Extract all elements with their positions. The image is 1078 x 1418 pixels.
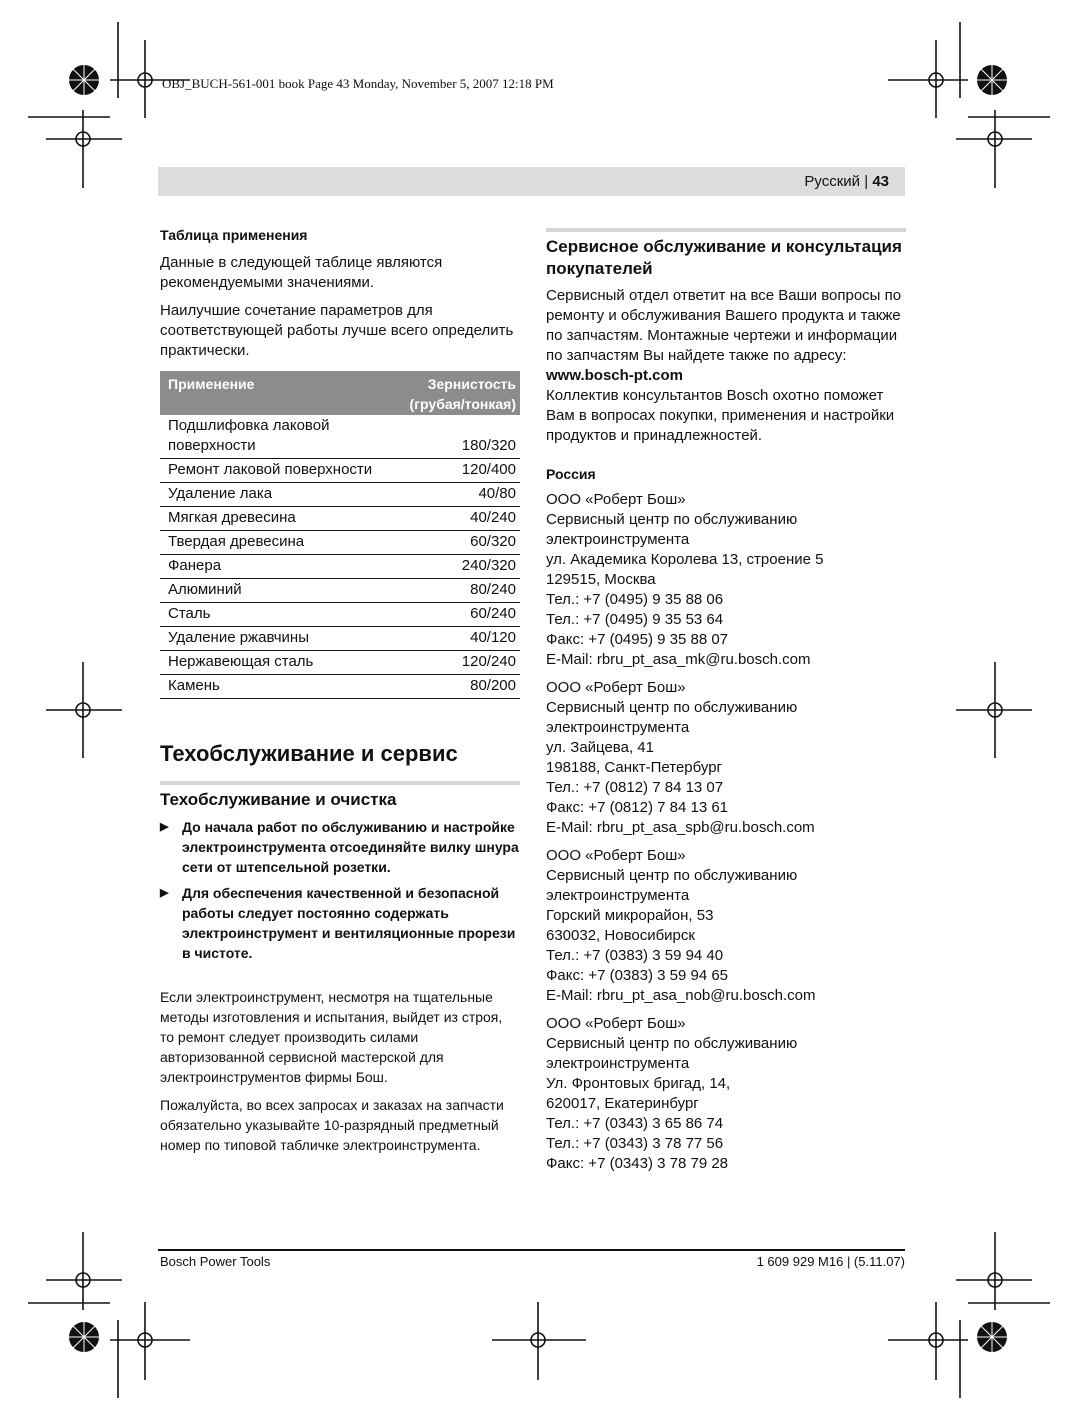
address-center: Сервисный центр по обслуживанию bbox=[546, 699, 798, 716]
bosch-url-link[interactable]: www.bosch-pt.com bbox=[546, 367, 683, 384]
warning-bullet-1 bbox=[160, 817, 520, 877]
address-tel: Тел.: +7 (0343) 3 65 86 74 bbox=[546, 1115, 724, 1132]
table-row bbox=[160, 555, 520, 579]
address-city: 620017, Екатеринбург bbox=[546, 1095, 699, 1112]
print-header: OBJ_BUCH-561-001 book Page 43 Monday, November 5, 2007 12:18 PM bbox=[162, 76, 554, 91]
row-name: Мягкая древесина bbox=[168, 509, 296, 526]
table-header bbox=[160, 371, 520, 415]
address-email[interactable]: E-Mail: rbru_pt_asa_mk@ru.bosch.com bbox=[546, 651, 811, 668]
warning-bullet-2 bbox=[160, 883, 520, 963]
address-tel: Тел.: +7 (0495) 9 35 88 06 bbox=[546, 591, 724, 608]
address-block bbox=[546, 678, 906, 838]
table-row bbox=[160, 651, 520, 675]
section-title: Техобслуживание и сервис bbox=[160, 741, 458, 766]
address-city: 129515, Москва bbox=[546, 571, 656, 588]
row-value: 120/240 bbox=[461, 653, 516, 670]
row-name: Подшлифовка лаковой поверхности bbox=[168, 417, 330, 454]
row-value: 180/320 bbox=[461, 437, 516, 454]
address-email[interactable]: E-Mail: rbru_pt_asa_spb@ru.bosch.com bbox=[546, 819, 815, 836]
address-center-2: электроинструмента bbox=[546, 887, 690, 904]
grit-sublabel: (грубая/тонкая) bbox=[409, 396, 516, 412]
address-tel: Тел.: +7 (0343) 3 78 77 56 bbox=[546, 1135, 724, 1152]
table-row bbox=[160, 579, 520, 603]
address-street: ул. Зайцева, 41 bbox=[546, 739, 654, 756]
row-value: 40/80 bbox=[478, 485, 516, 502]
row-value: 60/240 bbox=[470, 605, 516, 622]
table-row bbox=[160, 507, 520, 531]
application-table bbox=[160, 371, 520, 699]
address-block bbox=[546, 846, 906, 1006]
address-tel: Тел.: +7 (0495) 9 35 53 64 bbox=[546, 611, 724, 628]
row-value: 120/400 bbox=[461, 461, 516, 478]
subsection-title: Техобслуживание и очистка bbox=[160, 781, 520, 811]
service-title: Сервисное обслуживание и консультация покупателей bbox=[546, 228, 906, 280]
footer-docnumber: 1 609 929 M16 | (5.11.07) bbox=[756, 1254, 905, 1269]
address-tel: Тел.: +7 (0812) 7 84 13 07 bbox=[546, 779, 724, 796]
country-heading: Россия bbox=[546, 466, 596, 482]
warning-text: До начала работ по обслуживанию и настройке электроинструмента отсоединяйте вилку шнура сети от штепсельной розетки. bbox=[182, 819, 519, 875]
address-block bbox=[546, 490, 906, 670]
address-email[interactable]: E-Mail: rbru_pt_asa_nob@ru.bosch.com bbox=[546, 987, 816, 1004]
address-center-2: электроинструмента bbox=[546, 1055, 690, 1072]
table-row bbox=[160, 415, 520, 459]
row-value: 80/200 bbox=[470, 677, 516, 694]
address-center-2: электроинструмента bbox=[546, 531, 690, 548]
footer-brand: Bosch Power Tools bbox=[160, 1254, 271, 1269]
right-column bbox=[546, 228, 906, 1182]
address-center: Сервисный центр по обслуживанию bbox=[546, 511, 798, 528]
row-name: Камень bbox=[168, 677, 220, 694]
header-language: Русский bbox=[804, 173, 861, 190]
address-company: ООО «Роберт Бош» bbox=[546, 847, 686, 864]
triangle-bullet-icon: ▶ bbox=[160, 821, 169, 833]
left-column bbox=[160, 225, 520, 1163]
service-paragraph: Сервисный отдел ответит на все Ваши вопросы по ремонту и обслуживания Вашего продукта и также по запчастям. Монтажные чертежи и информации по запчастям Вы найдете также по адресу: bbox=[546, 287, 902, 364]
row-name: Ремонт лаковой поверхности bbox=[168, 461, 373, 478]
header-separator: | bbox=[864, 173, 869, 190]
address-fax: Факс: +7 (0383) 3 59 94 65 bbox=[546, 967, 729, 984]
row-name: Нержавеющая сталь bbox=[168, 653, 314, 670]
warning-text: Для обеспечения качественной и безопасной работы следует постоянно содержать электроинструмент и вентиляционные прорези в чистоте. bbox=[182, 885, 516, 961]
row-name: Фанера bbox=[168, 557, 222, 574]
repair-paragraph: Если электроинструмент, несмотря на тщательные методы изготовления и испытания, выйдет из строя, то ремонт следует производить силами авторизованной сервисной мастерской для электроинструментов фирмы Бош. bbox=[160, 989, 503, 1085]
address-street: Горский микрорайон, 53 bbox=[546, 907, 714, 924]
address-center: Сервисный центр по обслуживанию bbox=[546, 867, 798, 884]
page-number: 43 bbox=[872, 173, 889, 190]
running-header bbox=[158, 167, 905, 196]
table-row bbox=[160, 459, 520, 483]
row-value: 60/320 bbox=[470, 533, 516, 550]
address-city: 630032, Новосибирск bbox=[546, 927, 695, 944]
table-heading: Таблица применения bbox=[160, 227, 308, 243]
table-header-application: Применение bbox=[168, 376, 255, 392]
address-company: ООО «Роберт Бош» bbox=[546, 1015, 686, 1032]
address-street: Ул. Фронтовых бригад, 14, bbox=[546, 1075, 731, 1092]
footer-rule bbox=[158, 1249, 905, 1251]
address-company: ООО «Роберт Бош» bbox=[546, 491, 686, 508]
address-center: Сервисный центр по обслуживанию bbox=[546, 1035, 798, 1052]
row-name: Удаление лака bbox=[168, 485, 273, 502]
address-city: 198188, Санкт-Петербург bbox=[546, 759, 723, 776]
address-fax: Факс: +7 (0495) 9 35 88 07 bbox=[546, 631, 729, 648]
address-center-2: электроинструмента bbox=[546, 719, 690, 736]
parts-paragraph: Пожалуйста, во всех запросах и заказах на запчасти обязательно указывайте 10-разрядный предметный номер по типовой табличке электроинструмента. bbox=[160, 1097, 504, 1153]
row-value: 80/240 bbox=[470, 581, 516, 598]
address-company: ООО «Роберт Бош» bbox=[546, 679, 686, 696]
intro-paragraph-1: Данные в следующей таблице являются рекомендуемыми значениями. bbox=[160, 254, 443, 291]
intro-paragraph-2: Наилучшие сочетание параметров для соответствующей работы лучше всего определить практически. bbox=[160, 302, 514, 359]
table-row bbox=[160, 603, 520, 627]
triangle-bullet-icon: ▶ bbox=[160, 887, 169, 899]
address-street: ул. Академика Королева 13, строение 5 bbox=[546, 551, 824, 568]
table-row bbox=[160, 627, 520, 651]
row-name: Сталь bbox=[168, 605, 211, 622]
row-name: Алюминий bbox=[168, 581, 242, 598]
table-row bbox=[160, 531, 520, 555]
consult-paragraph: Коллектив консультантов Bosch охотно поможет Вам в вопросах покупки, применения и настройки продуктов и принадлежностей. bbox=[546, 387, 895, 444]
address-block bbox=[546, 1014, 906, 1174]
address-fax: Факс: +7 (0812) 7 84 13 61 bbox=[546, 799, 729, 816]
address-tel: Тел.: +7 (0383) 3 59 94 40 bbox=[546, 947, 724, 964]
row-value: 40/240 bbox=[470, 509, 516, 526]
table-header-grit bbox=[410, 374, 516, 411]
row-value: 240/320 bbox=[461, 557, 516, 574]
grit-label: Зернистость bbox=[427, 376, 516, 392]
table-row bbox=[160, 675, 520, 699]
row-value: 40/120 bbox=[470, 629, 516, 646]
row-name: Удаление ржавчины bbox=[168, 629, 309, 646]
table-row bbox=[160, 483, 520, 507]
running-header-text bbox=[804, 173, 889, 190]
address-fax: Факс: +7 (0343) 3 78 79 28 bbox=[546, 1155, 729, 1172]
row-name: Твердая древесина bbox=[168, 533, 305, 550]
